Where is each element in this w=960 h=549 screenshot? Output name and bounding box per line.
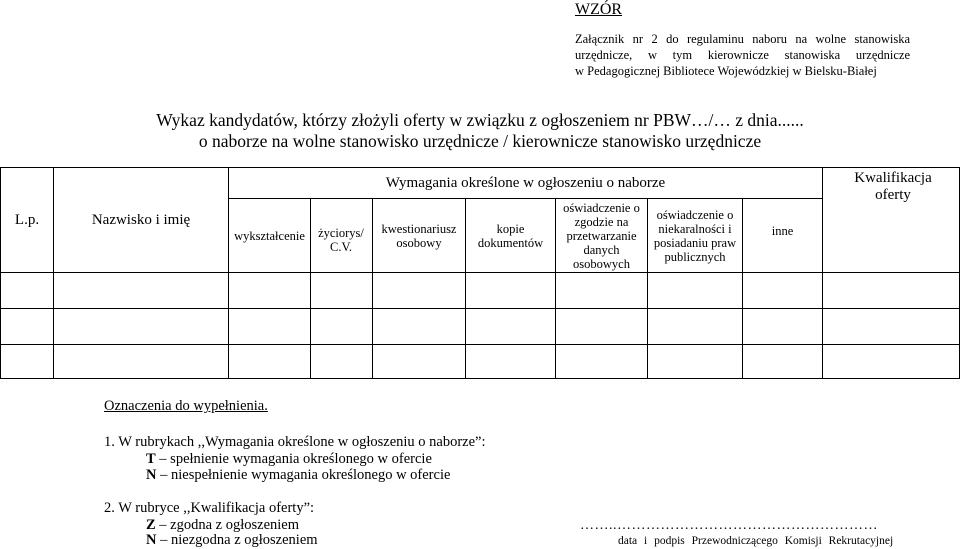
legend-item-1: 1. W rubrykach ,,Wymagania określone w ogłoszeniu o naborze”: [104,434,486,450]
legend-t-code: T [146,451,156,467]
signature-label: data i podpis Przewodniczącego Komisji Rekrutacyjnej [618,535,894,547]
subheader-consent: oświadczenie o zgodzie na przetwarzanie danych osobowych [563,200,640,271]
subheader-copies: kopie dokumentów [477,221,544,250]
header-lp: L.p. [14,211,40,228]
subheader-education: wykształcenie [234,228,305,243]
annex-line-3: w Pedagogicznej Bibliotece Wojewódzkiej w Bielsku-Białej [575,64,877,78]
template-label: WZÓR [575,1,623,18]
subheader-other: inne [771,223,794,238]
annex-line-2: urzędnicze, w tym kierownicze stanowiska urzędnicze [575,48,910,62]
heading-line-2: o naborze na wolne stanowisko urzędnicze / kierownicze stanowisko urzędnicze [198,131,762,151]
legend-n2-text: – niezgodna z ogłoszeniem [156,532,318,548]
annex-line-1: Załącznik nr 2 do regulaminu naboru na wolne stanowiska [575,32,910,46]
legend-t-row [146,451,432,468]
header-requirements: Wymagania określone w ogłoszeniu o naborze [385,174,666,191]
legend-z-text: – zgodna z ogłoszeniem [155,517,300,533]
subheader-record: oświadczenie o niekaralności i posiadaniu praw publicznych [653,207,737,264]
legend-t-text: – spełnienie wymagania określonego w ofercie [155,451,432,467]
subheader-cv: życiorys/ C.V. [318,225,364,254]
legend-n2-code: N [146,532,157,548]
annex-note [575,31,910,79]
subheader-questionnaire: kwestionariusz osobowy [381,221,457,250]
document-heading [0,110,960,152]
signature-line: ……..……………………………………………… [580,518,878,533]
legend-n-row [146,467,450,484]
legend-z-code: Z [146,517,156,533]
header-name: Nazwisko i imię [91,211,191,228]
legend-n2-row [146,532,318,549]
header-qualification: Kwalifikacja oferty [854,170,932,203]
legend-title: Oznaczenia do wypełnienia. [104,398,268,414]
legend-item-2: 2. W rubryce ,,Kwalifikacja oferty”: [104,500,315,516]
legend-n-code: N [146,467,157,483]
legend-n-text: – niespełnienie wymagania określonego w ofercie [156,467,451,483]
heading-line-1: Wykaz kandydatów, którzy złożyli oferty w związku z ogłoszeniem nr PBW…/… z dnia...... [156,110,804,130]
